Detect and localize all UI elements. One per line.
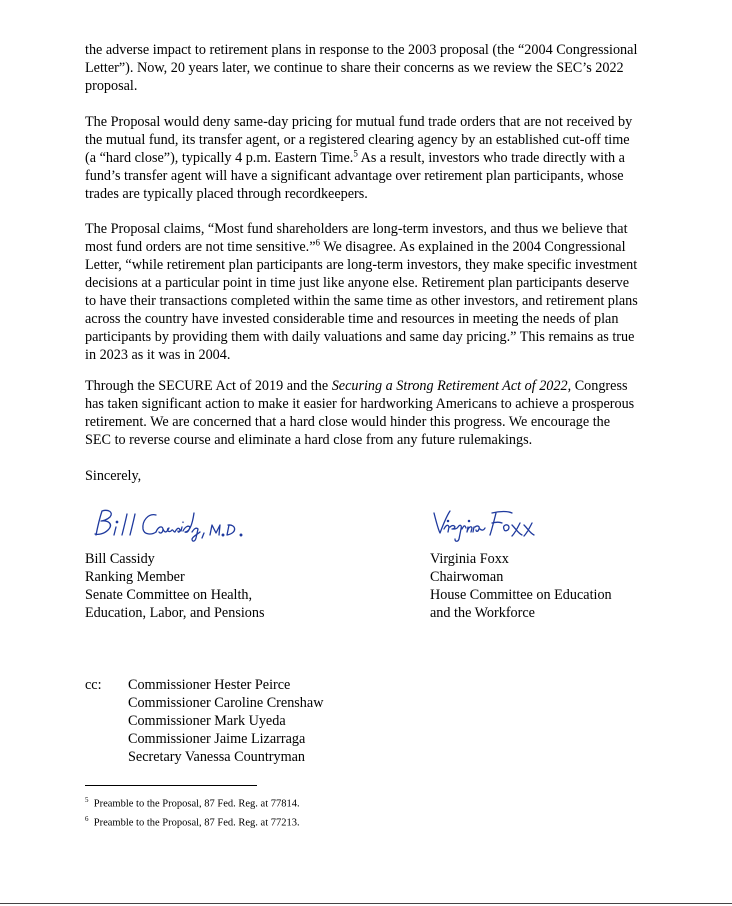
text-line: Letter, “while retirement plan participants are long-term investors, they make specific investment: [85, 257, 638, 273]
footnote-mark: 6: [85, 814, 89, 823]
closing: Sincerely,: [85, 468, 142, 484]
signatory-org: House Committee on Education: [430, 587, 612, 603]
text-fragment: , Congress: [567, 378, 628, 394]
signatory-cassidy: [85, 550, 265, 622]
text-line: to have their transactions completed within the same time as other investors, and retirement plans: [85, 293, 638, 309]
text-fragment: most fund orders are not time sensitive.”: [85, 239, 316, 255]
text-line: has taken significant action to make it easier for hardworking Americans to achieve a prosperous: [85, 396, 635, 412]
signatory-org: and the Workforce: [430, 605, 535, 621]
text-line: across the country have invested considerable time and resources in meeting the needs of plan: [85, 311, 619, 327]
text-line: participants by providing them with daily valuations and same day pricing.” This remains as true: [85, 329, 635, 345]
text-line: in 2023 as it was in 2004.: [85, 347, 231, 363]
footnote-6: [85, 812, 300, 831]
text-line: decisions at a particular point in time just like anyone else. Retirement plan participants deserve: [85, 275, 630, 291]
signatory-name: Bill Cassidy: [85, 551, 155, 567]
cc-recipient: Commissioner Caroline Crenshaw: [128, 695, 324, 711]
footnote-ref-6[interactable]: 6: [315, 237, 320, 248]
cc-recipient: Commissioner Mark Uyeda: [128, 713, 286, 729]
cc-recipient: Commissioner Hester Peirce: [128, 677, 291, 693]
page-edge: [0, 903, 732, 904]
text-line: retirement. We are concerned that a hard close would hinder this progress. We encourage the: [85, 414, 611, 430]
footnote-5: [85, 793, 300, 812]
signature-cassidy: [86, 505, 256, 545]
cc-label: cc:: [85, 677, 102, 693]
text-line: the adverse impact to retirement plans in response to the 2003 proposal (the “2004 Congressional: [85, 42, 638, 58]
text-fragment: We disagree. As explained in the 2004 Congressional: [323, 239, 626, 255]
act-title: Securing a Strong Retirement Act of 2022: [331, 378, 568, 394]
text-line: [85, 238, 655, 256]
footnote-text: Preamble to the Proposal, 87 Fed. Reg. at 77213.: [93, 817, 300, 828]
footnotes: [85, 793, 300, 830]
text-line: trades are typically placed through recordkeepers.: [85, 186, 368, 202]
text-line: The Proposal would deny same-day pricing for mutual fund trade orders that are not received by: [85, 114, 633, 130]
text-line: fund’s transfer agent will have a significant advantage over retirement plan participants, whose: [85, 168, 624, 184]
text-line: SEC to reverse course and eliminate a hard close from any future rulemakings.: [85, 432, 533, 448]
signatory-org: Senate Committee on Health,: [85, 587, 253, 603]
paragraph-secure-act: [85, 377, 655, 449]
text-line: Letter”). Now, 20 years later, we continue to share their concerns as we review the SEC’s 2022: [85, 60, 624, 76]
signatory-title: Chairwoman: [430, 569, 504, 585]
text-line: the mutual fund, its transfer agent, or a registered clearing agency by an established cut-off time: [85, 132, 630, 148]
signature-foxx: [430, 505, 555, 545]
paragraph-proposal-claims: [85, 220, 655, 364]
paragraph-hard-close: [85, 113, 655, 203]
text-fragment: Through the SECURE Act of 2019 and the: [85, 378, 329, 394]
signatory-foxx: [430, 550, 612, 622]
paragraph-intro: [85, 41, 655, 95]
signatory-title: Ranking Member: [85, 569, 185, 585]
signatory-org: Education, Labor, and Pensions: [85, 605, 265, 621]
text-fragment: As a result, investors who trade directly with a: [360, 150, 625, 166]
text-fragment: (a “hard close”), typically 4 p.m. Eastern Time.: [85, 150, 354, 166]
footnote-divider: [85, 785, 257, 786]
footnote-mark: 5: [85, 796, 89, 804]
cc-recipient: Secretary Vanessa Countryman: [128, 749, 306, 765]
footnote-text: Preamble to the Proposal, 87 Fed. Reg. at 77814.: [93, 798, 300, 810]
footnote-ref-5[interactable]: 5: [353, 148, 358, 159]
text-line: [85, 377, 655, 395]
signatory-name: Virginia Foxx: [430, 551, 509, 567]
text-line: proposal.: [85, 78, 138, 94]
cc-list: [128, 676, 323, 766]
text-line: The Proposal claims, “Most fund shareholders are long-term investors, and thus we believe that: [85, 221, 628, 237]
text-line: [85, 149, 655, 167]
cc-recipient: Commissioner Jaime Lizarraga: [128, 731, 306, 747]
